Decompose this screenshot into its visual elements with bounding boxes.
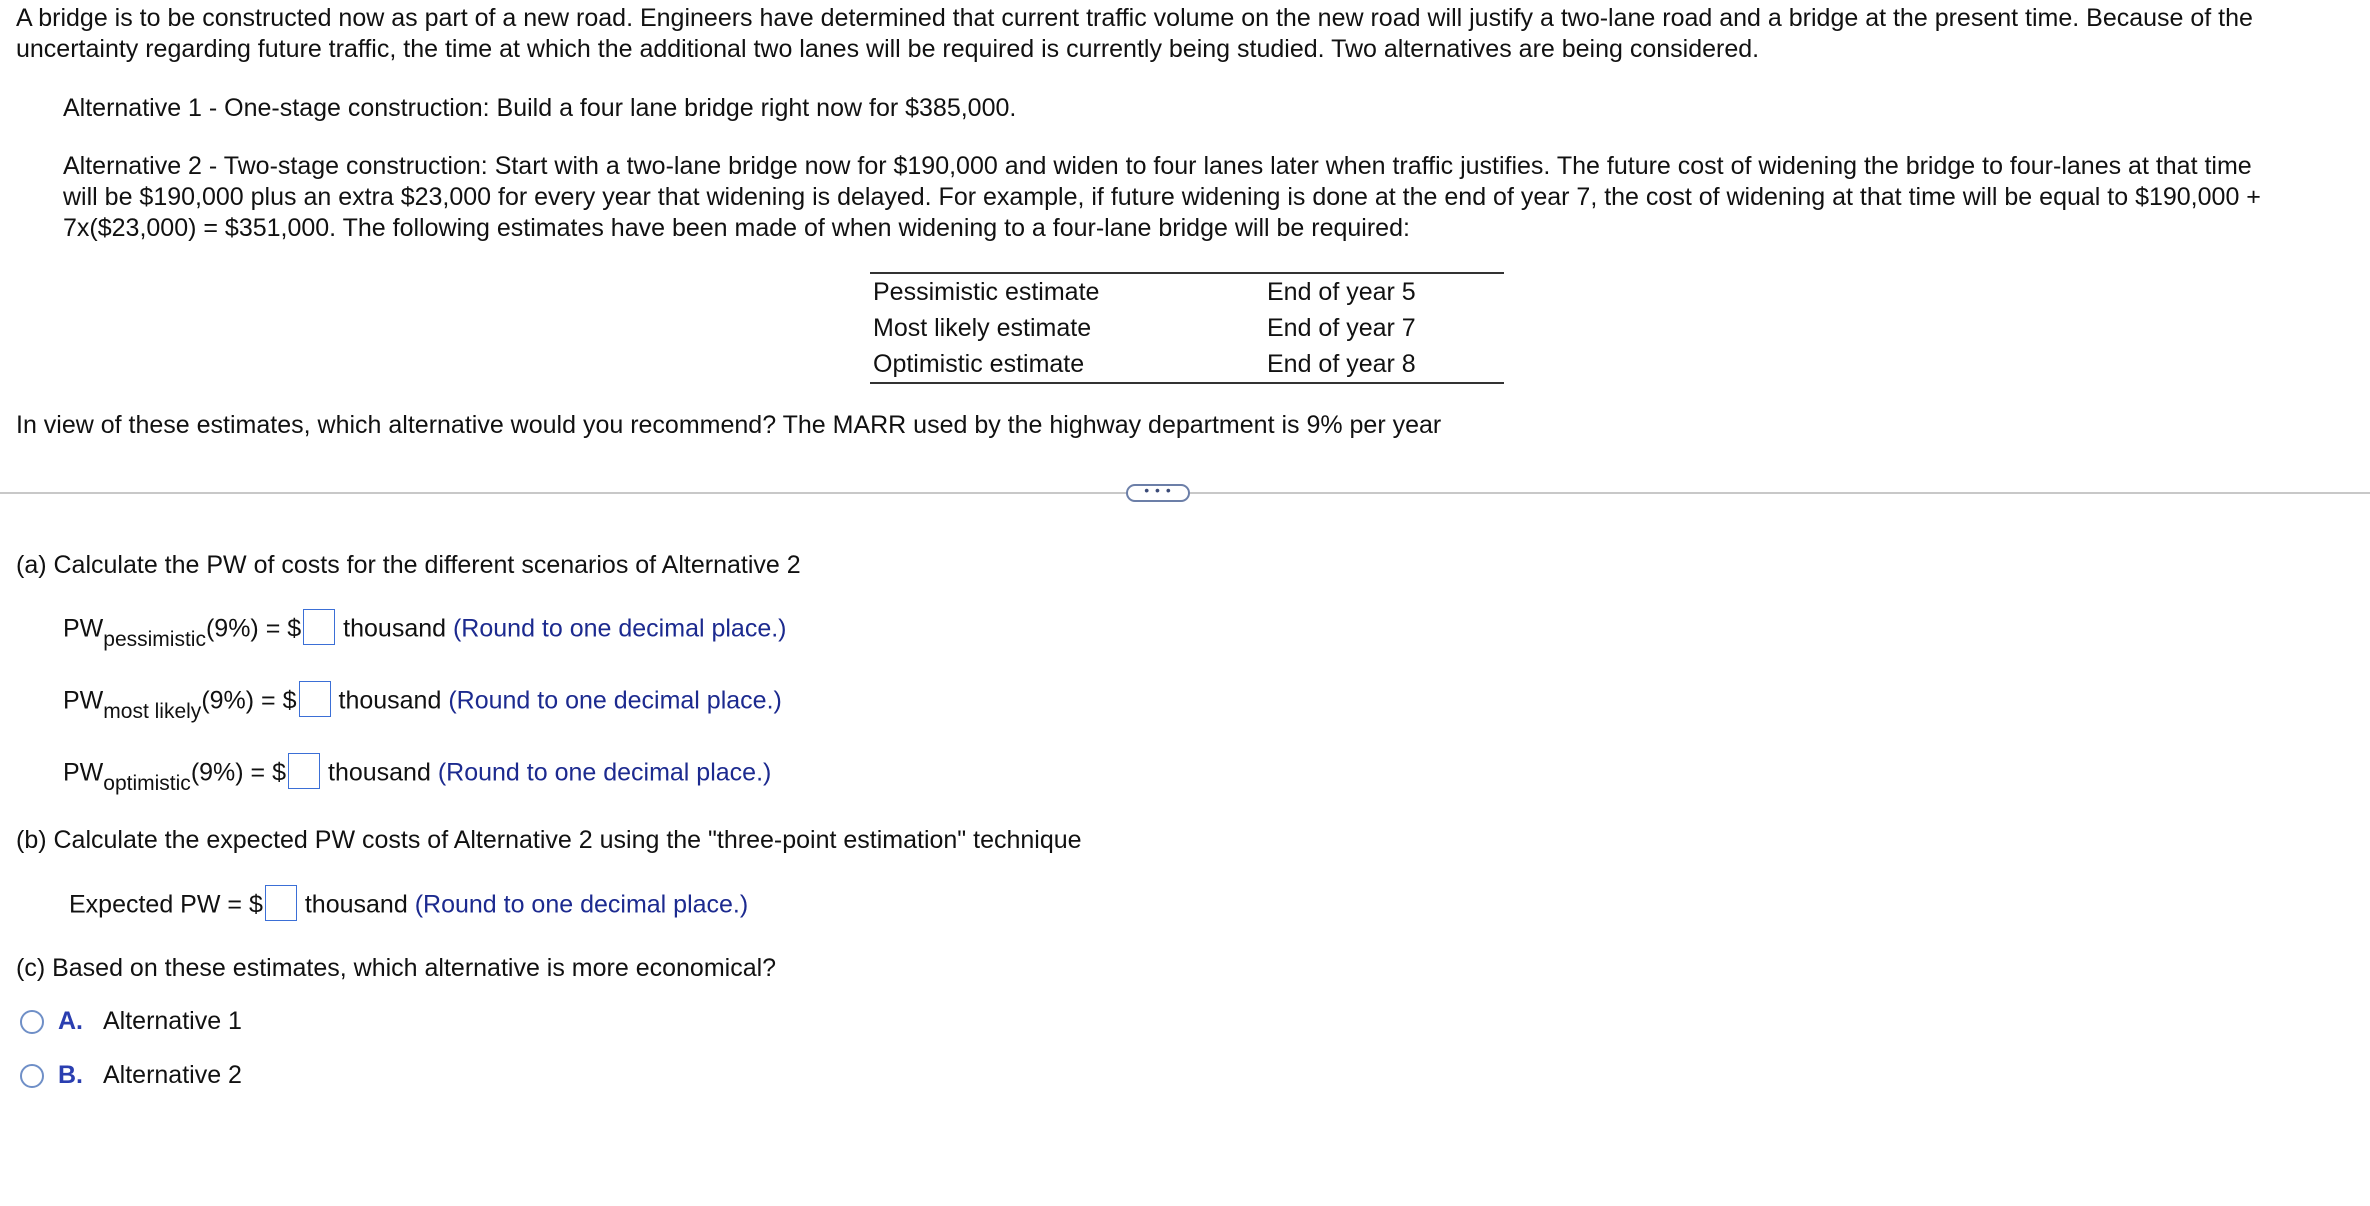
pw-subscript: pessimistic — [103, 627, 206, 651]
pw-rate-label: (9%) = $ — [201, 686, 297, 715]
alternative-1-text: Alternative 1 - One-stage construction: Build a four lane bridge right now for $385,000. — [63, 94, 1017, 122]
option-label: Alternative 2 — [103, 1061, 242, 1089]
pw-pessimistic-input[interactable] — [303, 609, 335, 645]
radio-circle-icon[interactable] — [20, 1010, 44, 1034]
part-c-heading: (c) Based on these estimates, which alternative is more economical? — [16, 954, 777, 982]
expected-pw-input[interactable] — [265, 885, 297, 921]
part-a-heading: (a) Calculate the PW of costs for the different scenarios of Alternative 2 — [16, 551, 801, 579]
ellipsis-icon: • • • — [1144, 482, 1172, 498]
estimate-label: Most likely estimate — [873, 314, 1092, 342]
option-letter: A. — [58, 1007, 83, 1035]
pw-most-likely-row — [63, 684, 782, 723]
option-a-radio[interactable] — [20, 1006, 242, 1037]
rounding-hint: (Round to one decimal place.) — [448, 686, 782, 715]
estimates-table — [870, 272, 1504, 384]
problem-intro: A bridge is to be constructed now as part of a new road. Engineers have determined that current traffic volume on the new road will justify a two-lane road and a bridge at the present time. Because of the uncertainty regarding future traffic, the time at which the additional two lanes will be required is currently being studied. Two alternatives are being considered. — [16, 4, 2253, 63]
pw-most-likely-input[interactable] — [299, 681, 331, 717]
expand-more-button[interactable] — [1126, 484, 1190, 502]
option-label: Alternative 1 — [103, 1007, 242, 1035]
estimate-row — [870, 274, 1504, 310]
pw-rate-label: (9%) = $ — [190, 758, 286, 787]
rounding-hint: (Round to one decimal place.) — [452, 614, 787, 643]
alternative-2-line-1: Alternative 2 - Two-stage construction: Start with a two-lane bridge now for $190,000 and widen to four lanes later when traffic justifies. The future cost of widening the bridge to four-lanes at that time — [63, 152, 2252, 180]
unit-label: thousand — [328, 758, 431, 787]
unit-label: thousand — [338, 686, 442, 715]
pw-label: PW — [63, 686, 104, 715]
recommendation-question: In view of these estimates, which alternative would you recommend? The MARR used by the highway department is 9% per year — [16, 411, 1442, 439]
expected-pw-row — [69, 888, 748, 924]
estimate-value: End of year 7 — [1267, 314, 1416, 342]
estimate-value: End of year 8 — [1267, 350, 1416, 378]
pw-pessimistic-row — [63, 612, 787, 651]
estimate-row — [870, 346, 1504, 382]
rounding-hint: (Round to one decimal place.) — [437, 758, 772, 787]
radio-circle-icon[interactable] — [20, 1064, 44, 1088]
pw-subscript: optimistic — [103, 771, 191, 795]
part-b-heading: (b) Calculate the expected PW costs of Alternative 2 using the "three-point estimation" technique — [16, 826, 1082, 854]
alternative-2-line-3: 7x($23,000) = $351,000. The following estimates have been made of when widening to a four-lane bridge will be required: — [63, 214, 1410, 242]
pw-subscript: most likely — [103, 699, 202, 723]
pw-optimistic-input[interactable] — [288, 753, 320, 789]
option-b-radio[interactable] — [20, 1060, 242, 1091]
estimate-value: End of year 5 — [1267, 278, 1416, 306]
pw-rate-label: (9%) = $ — [205, 614, 302, 643]
expected-pw-label: Expected PW = $ — [69, 890, 263, 919]
estimate-label: Optimistic estimate — [873, 350, 1085, 378]
pw-label: PW — [63, 614, 104, 643]
option-letter: B. — [58, 1061, 83, 1089]
unit-label: thousand — [304, 890, 408, 919]
alternative-2-line-2: will be $190,000 plus an extra $23,000 for every year that widening is delayed. For example, if future widening is done at the end of year 7, the cost of widening at that time will be equal to $190,000 + — [63, 183, 2261, 211]
estimate-row — [870, 310, 1504, 346]
pw-optimistic-row — [63, 756, 772, 795]
rounding-hint: (Round to one decimal place.) — [414, 890, 749, 919]
unit-label: thousand — [343, 614, 447, 643]
estimate-label: Pessimistic estimate — [873, 278, 1100, 306]
pw-label: PW — [63, 758, 104, 787]
